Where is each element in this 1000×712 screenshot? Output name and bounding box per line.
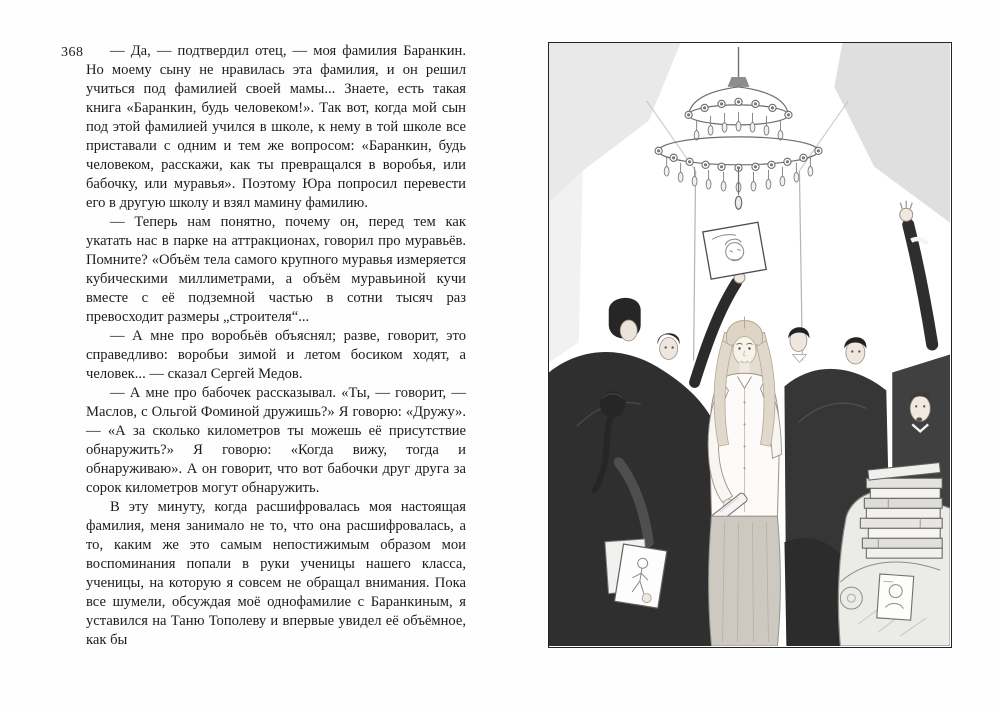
- paragraph: — Да, — подтвердил отец, — моя фамилия Баранкин. Но моему сыну не нравилась эта фамилия, и он решил учиться под фамилией своей мамы... Знаете, есть такая книга «Баранкин, будь человеком!». Так вот, когда мой сын под этой фамилией учился в школе, к нему в той школе все приставали с одним и тем же вопросом: «Баранкин, будь человеком, расскажи, как ты превращался в воробья, или бабочку, или муравья». Поэтому Юра попросил перевести его в другую школу и взял мамину фамилию.: [86, 43, 466, 211]
- paragraph: — А мне про бабочек рассказывал. «Ты, — говорит, — Маслов, с Ольгой Фоминой дружишь?» Я говорю: «Дружу». — «А за сколько километров ты можешь её присутствие обнаружить?» Я говорю: «Когда вижу, тогда и обнаруживаю». А он говорит, что вот бабочки друг друга за сорок километров могут обнаружить.: [86, 385, 466, 496]
- paragraph: — Теперь нам понятно, почему он, перед тем как укатать нас в парке на аттракционах, говорил про муравьёв. Помните? «Объём тела самого крупного муравья измеряется кубическими миллиметрами, а объём муравьиной кучи вместе с её подземной частью в сотни тысяч раз превосходит размеры „строителя“...: [86, 214, 466, 325]
- paragraph: — А мне про воробьёв объяснял; разве, говорит, это справедливо: воробьи зимой и летом босиком ходят, а человек... — сказал Сергей Медов.: [86, 328, 466, 382]
- illustration: [548, 42, 952, 648]
- illustration-drawing: [549, 43, 950, 646]
- chandelier-icon: [655, 47, 822, 209]
- raised-hand-icon: [900, 201, 932, 345]
- dark-figure: [784, 538, 844, 646]
- portrait-sketch-icon: [877, 574, 914, 620]
- page-number: 368: [61, 45, 84, 60]
- text-column: [86, 42, 466, 650]
- paragraph: В эту минуту, когда расшифровалась моя настоящая фамилия, меня занимало не то, что она расшифровалась, а то, каким же это самым непостижимым образом мои воспоминания попали в руки ученицы нашего класса, ученицы, на которую я совсем не обращал внимания. Пока все шумели, обсуждая моё однофамилие с Баранкиным, я уставился на Таню Тополеву и впервые увидел её объёмное, как бы: [86, 499, 466, 648]
- central-girl-group: [708, 317, 782, 646]
